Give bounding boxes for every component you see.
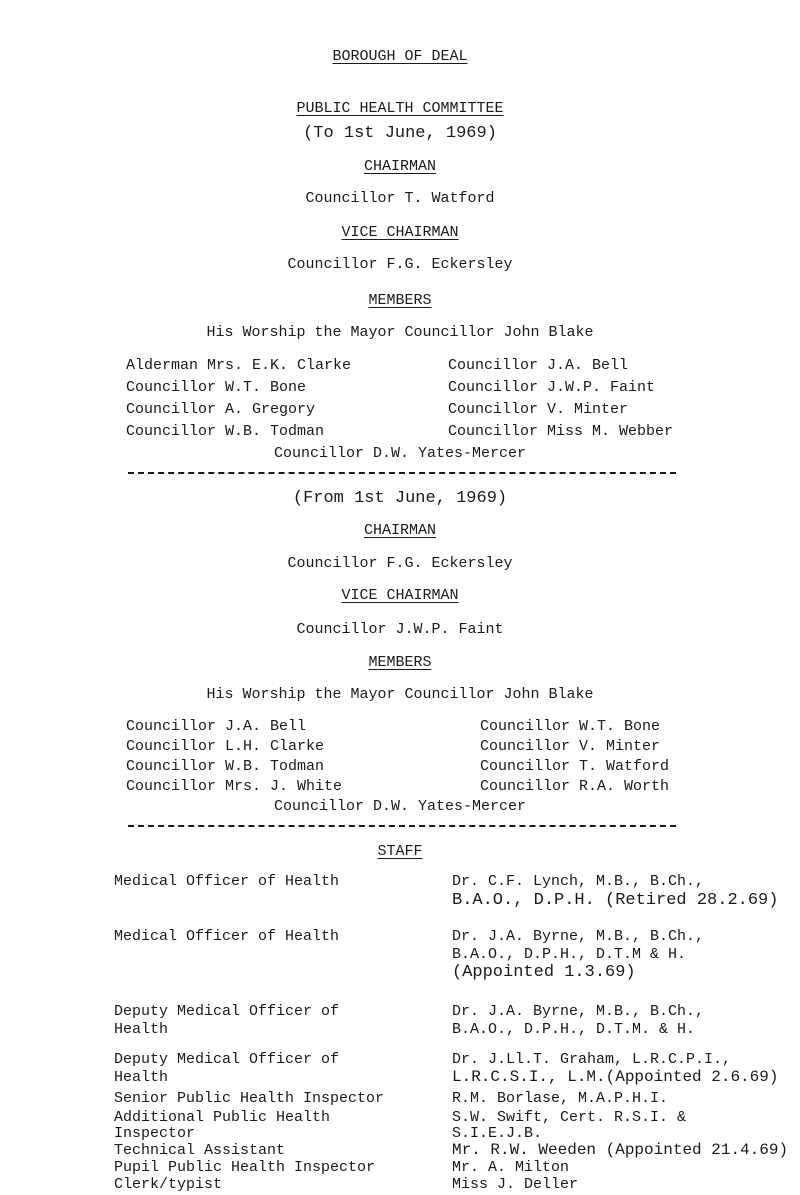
mayor-2: His Worship the Mayor Councillor John Blake: [206, 686, 594, 703]
member-left: Councillor Mrs. J. White: [126, 778, 343, 795]
staff-name: Mr. A. Milton: [452, 1159, 570, 1176]
member-last-2: Councillor D.W. Yates-Mercer: [273, 798, 527, 815]
staff-heading: STAFF: [377, 843, 423, 860]
staff-name: Dr. J.Ll.T. Graham, L.R.C.P.I.,: [452, 1051, 732, 1068]
staff-role: Deputy Medical Officer of: [114, 1003, 340, 1020]
staff-role: Health: [114, 1069, 169, 1086]
staff-role: Deputy Medical Officer of: [114, 1051, 340, 1068]
member-left: Councillor W.B. Todman: [126, 423, 325, 440]
member-right: Councillor V. Minter: [448, 401, 629, 418]
chairman-heading-2: CHAIRMAN: [363, 522, 436, 539]
staff-role: Senior Public Health Inspector: [114, 1090, 385, 1107]
staff-name: Dr. C.F. Lynch, M.B., B.Ch.,: [452, 873, 705, 890]
staff-name: Dr. J.A. Byrne, M.B., B.Ch.,: [452, 928, 705, 945]
staff-role: Medical Officer of Health: [114, 928, 340, 945]
staff-name: B.A.O., D.P.H. (Retired 28.2.69): [452, 891, 779, 910]
member-last-1: Councillor D.W. Yates-Mercer: [273, 445, 527, 462]
staff-role: Additional Public Health: [114, 1109, 331, 1126]
staff-name: (Appointed 1.3.69): [452, 963, 636, 982]
chairman-1: Councillor T. Watford: [305, 190, 495, 207]
members-heading-1: MEMBERS: [368, 292, 432, 309]
member-left: Councillor W.T. Bone: [126, 379, 307, 396]
staff-role: Inspector: [114, 1125, 196, 1142]
member-right: Councillor R.A. Worth: [480, 778, 670, 795]
vice-1: Councillor F.G. Eckersley: [287, 256, 513, 273]
borough-title: BOROUGH OF DEAL: [332, 48, 468, 65]
member-left: Councillor W.B. Todman: [126, 758, 325, 775]
period-2: (From 1st June, 1969): [292, 489, 508, 508]
chairman-heading-1: CHAIRMAN: [363, 158, 436, 175]
staff-name: Dr. J.A. Byrne, M.B., B.Ch.,: [452, 1003, 705, 1020]
staff-role: Technical Assistant: [114, 1142, 286, 1159]
member-right: Councillor J.W.P. Faint: [448, 379, 656, 396]
period-1: (To 1st June, 1969): [303, 124, 497, 143]
members-heading-2: MEMBERS: [368, 654, 432, 671]
member-left: Councillor A. Gregory: [126, 401, 316, 418]
dashed-divider: [128, 825, 676, 827]
member-left: Councillor J.A. Bell: [126, 718, 307, 735]
staff-name: Miss J. Deller: [452, 1176, 579, 1193]
vice-heading-1: VICE CHAIRMAN: [341, 224, 459, 241]
dashed-divider: [128, 472, 676, 474]
staff-role: Clerk/typist: [114, 1176, 223, 1193]
staff-name: B.A.O., D.P.H., D.T.M. & H.: [452, 1021, 696, 1038]
staff-name: L.R.C.S.I., L.M.(Appointed 2.6.69): [452, 1068, 779, 1086]
member-left: Alderman Mrs. E.K. Clarke: [126, 357, 352, 374]
staff-role: Pupil Public Health Inspector: [114, 1159, 376, 1176]
staff-role: Medical Officer of Health: [114, 873, 340, 890]
staff-name: R.M. Borlase, M.A.P.H.I.: [452, 1090, 669, 1107]
mayor-1: His Worship the Mayor Councillor John Blake: [206, 324, 594, 341]
member-right: Councillor V. Minter: [480, 738, 661, 755]
vice-heading-2: VICE CHAIRMAN: [341, 587, 459, 604]
staff-name: S.W. Swift, Cert. R.S.I. &: [452, 1109, 687, 1126]
member-left: Councillor L.H. Clarke: [126, 738, 325, 755]
chairman-2: Councillor F.G. Eckersley: [287, 555, 513, 572]
committee-title: PUBLIC HEALTH COMMITTEE: [296, 100, 504, 117]
staff-name: B.A.O., D.P.H., D.T.M & H.: [452, 946, 687, 963]
member-right: Councillor T. Watford: [480, 758, 670, 775]
staff-name: S.I.E.J.B.: [452, 1125, 543, 1142]
member-right: Councillor J.A. Bell: [448, 357, 629, 374]
vice-2: Councillor J.W.P. Faint: [296, 621, 504, 638]
member-right: Councillor Miss M. Webber: [448, 423, 674, 440]
staff-name: Mr. R.W. Weeden (Appointed 21.4.69): [452, 1141, 789, 1159]
member-right: Councillor W.T. Bone: [480, 718, 661, 735]
staff-role: Health: [114, 1021, 169, 1038]
